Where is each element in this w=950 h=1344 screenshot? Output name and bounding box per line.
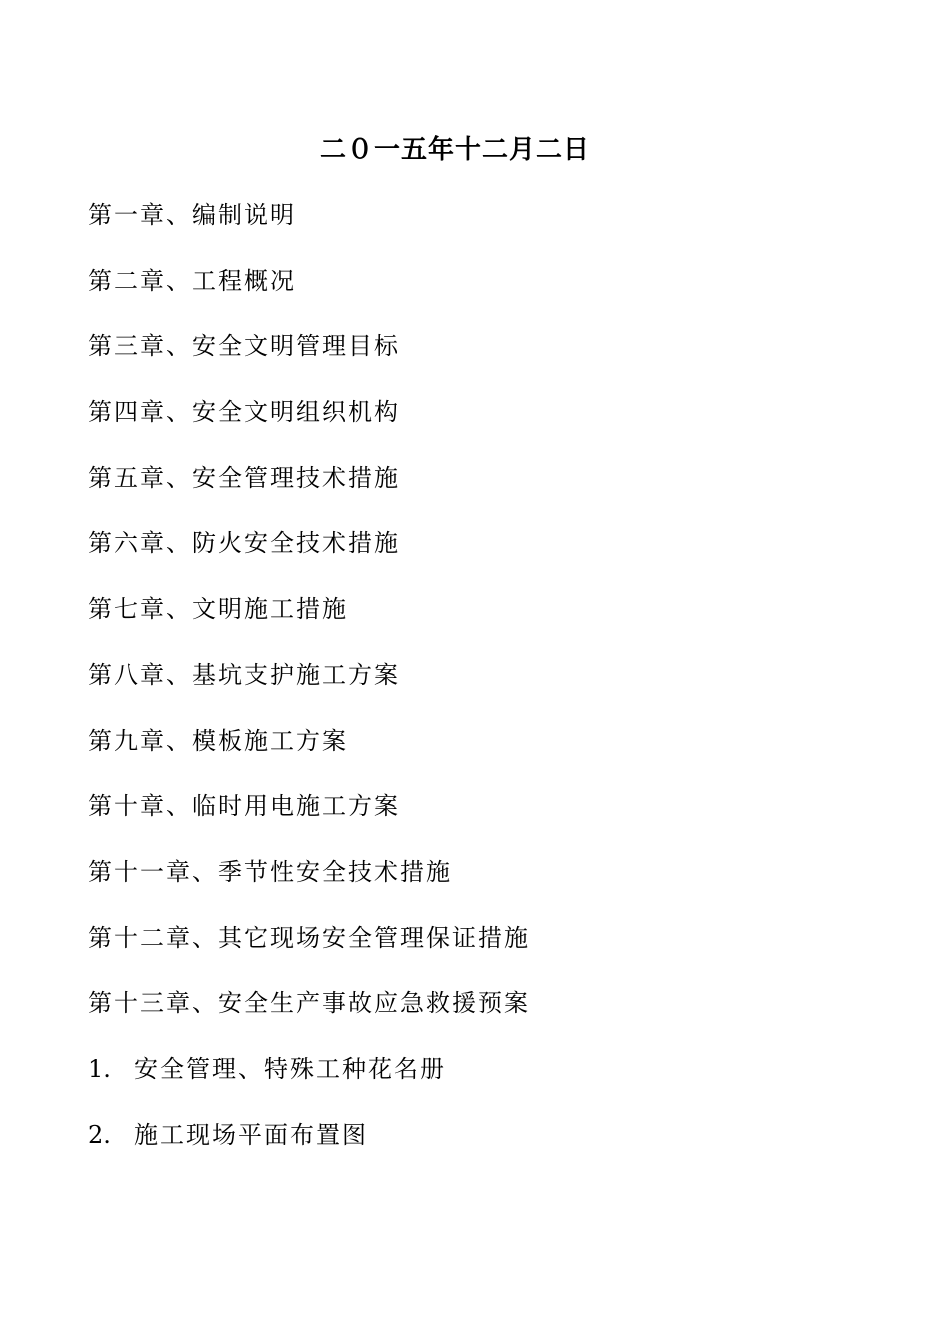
appendix-number: 1. [88, 1054, 111, 1083]
toc-chapter-9: 第九章、模板施工方案 [88, 726, 348, 755]
toc-chapter-4: 第四章、安全文明组织机构 [88, 398, 400, 427]
toc-chapter-3: 第三章、安全文明管理目标 [88, 332, 400, 361]
toc-chapter-11: 第十一章、季节性安全技术措施 [88, 857, 452, 886]
toc-appendix-2 [88, 1117, 530, 1183]
toc-chapter-5: 第五章、安全管理技术措施 [88, 463, 400, 492]
appendix-text: 施工现场平面布置图 [134, 1120, 368, 1149]
toc-chapter-2: 第二章、工程概况 [88, 266, 296, 295]
toc-chapter-12: 第十二章、其它现场安全管理保证措施 [88, 923, 530, 952]
appendix-text: 安全管理、特殊工种花名册 [134, 1054, 446, 1083]
document-date-title: 二０一五年十二月二日 [319, 135, 590, 165]
toc-chapter-6: 第六章、防火安全技术措施 [88, 529, 400, 558]
toc-chapter-1: 第一章、编制说明 [88, 201, 296, 229]
toc-chapter-8: 第八章、基坑支护施工方案 [88, 660, 400, 689]
appendix-number: 2. [88, 1120, 111, 1149]
toc-chapter-13: 第十三章、安全生产事故应急救援预案 [88, 989, 530, 1018]
toc-chapter-7: 第七章、文明施工措施 [88, 595, 348, 624]
table-of-contents [88, 197, 530, 1182]
toc-chapter-10: 第十章、临时用电施工方案 [88, 792, 400, 821]
toc-appendix-1 [88, 1051, 530, 1117]
